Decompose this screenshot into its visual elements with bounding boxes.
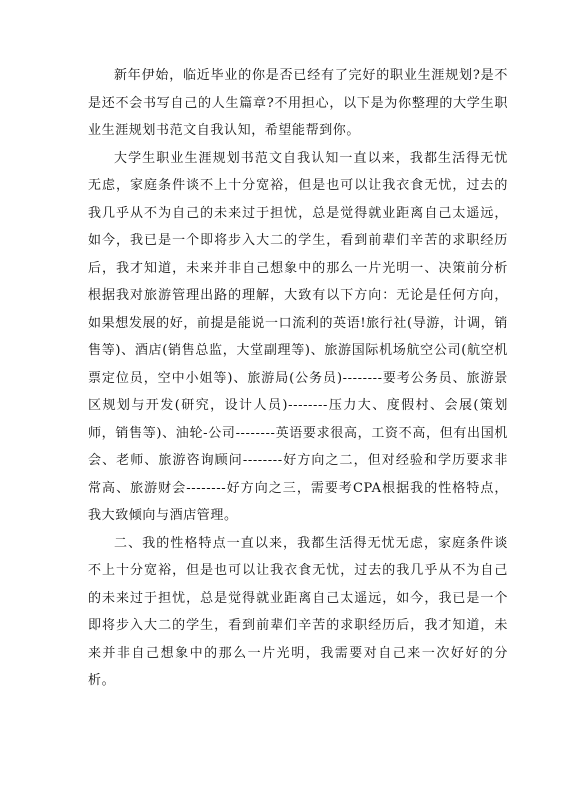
paragraph-self-awareness: 大学生职业生涯规划书范文自我认知一直以来，我都生活得无忧无虑，家庭条件谈不上十分宽裕，但是也可以让我衣食无忧，过去的我几乎从不为自己的未来过于担忧，总是觉得就业距离自己太遥远，如今，我已是一个即将步入大二的学生，看到前辈们辛苦的求职经历后，我才知道，未来并非自己想象中的那么一片光明一、决策前分析根据我对旅游管理出路的理解，大致有以下方向：无论是任何方向，如果想发展的好，前提是能说一口流利的英语!旅行社(导游，计调，销售等)、酒店(销售总监，大堂副理等)、旅游国际机场航空公司(航空机票定位员，空中小姐等)、旅游局(公务员)--------要考公务员、旅游景区规划与开发(研究，设计人员)--------压力大、度假村、会展(策划师，销售等)、油轮-公司--------英语要求很高，工资不高，但有出国机会、老师、旅游咨询顾问--------好方向之二，但对经验和学历要求非常高、旅游财会--------好方向之三，需要考CPA根据我的性格特点，我大致倾向与酒店管理。 [88,150,508,523]
paragraph-personality: 二、我的性格特点一直以来，我都生活得无忧无虑，家庭条件谈不上十分宽裕，但是也可以让我衣食无忧，过去的我几乎从不为自己的未来过于担忧，总是觉得就业距离自己太遥远，如今，我已是一个即将步入大二的学生，看到前辈们辛苦的求职经历后，我才知道，未来并非自己想象中的那么一片光明，我需要对自己来一次好好的分析。 [88,535,508,688]
document-body [88,62,508,695]
paragraph-intro: 新年伊始，临近毕业的你是否已经有了完好的职业生涯规划?是不是还不会书写自己的人生篇章?不用担心，以下是为你整理的大学生职业生涯规划书范文自我认知，希望能帮到你。 [88,68,508,138]
